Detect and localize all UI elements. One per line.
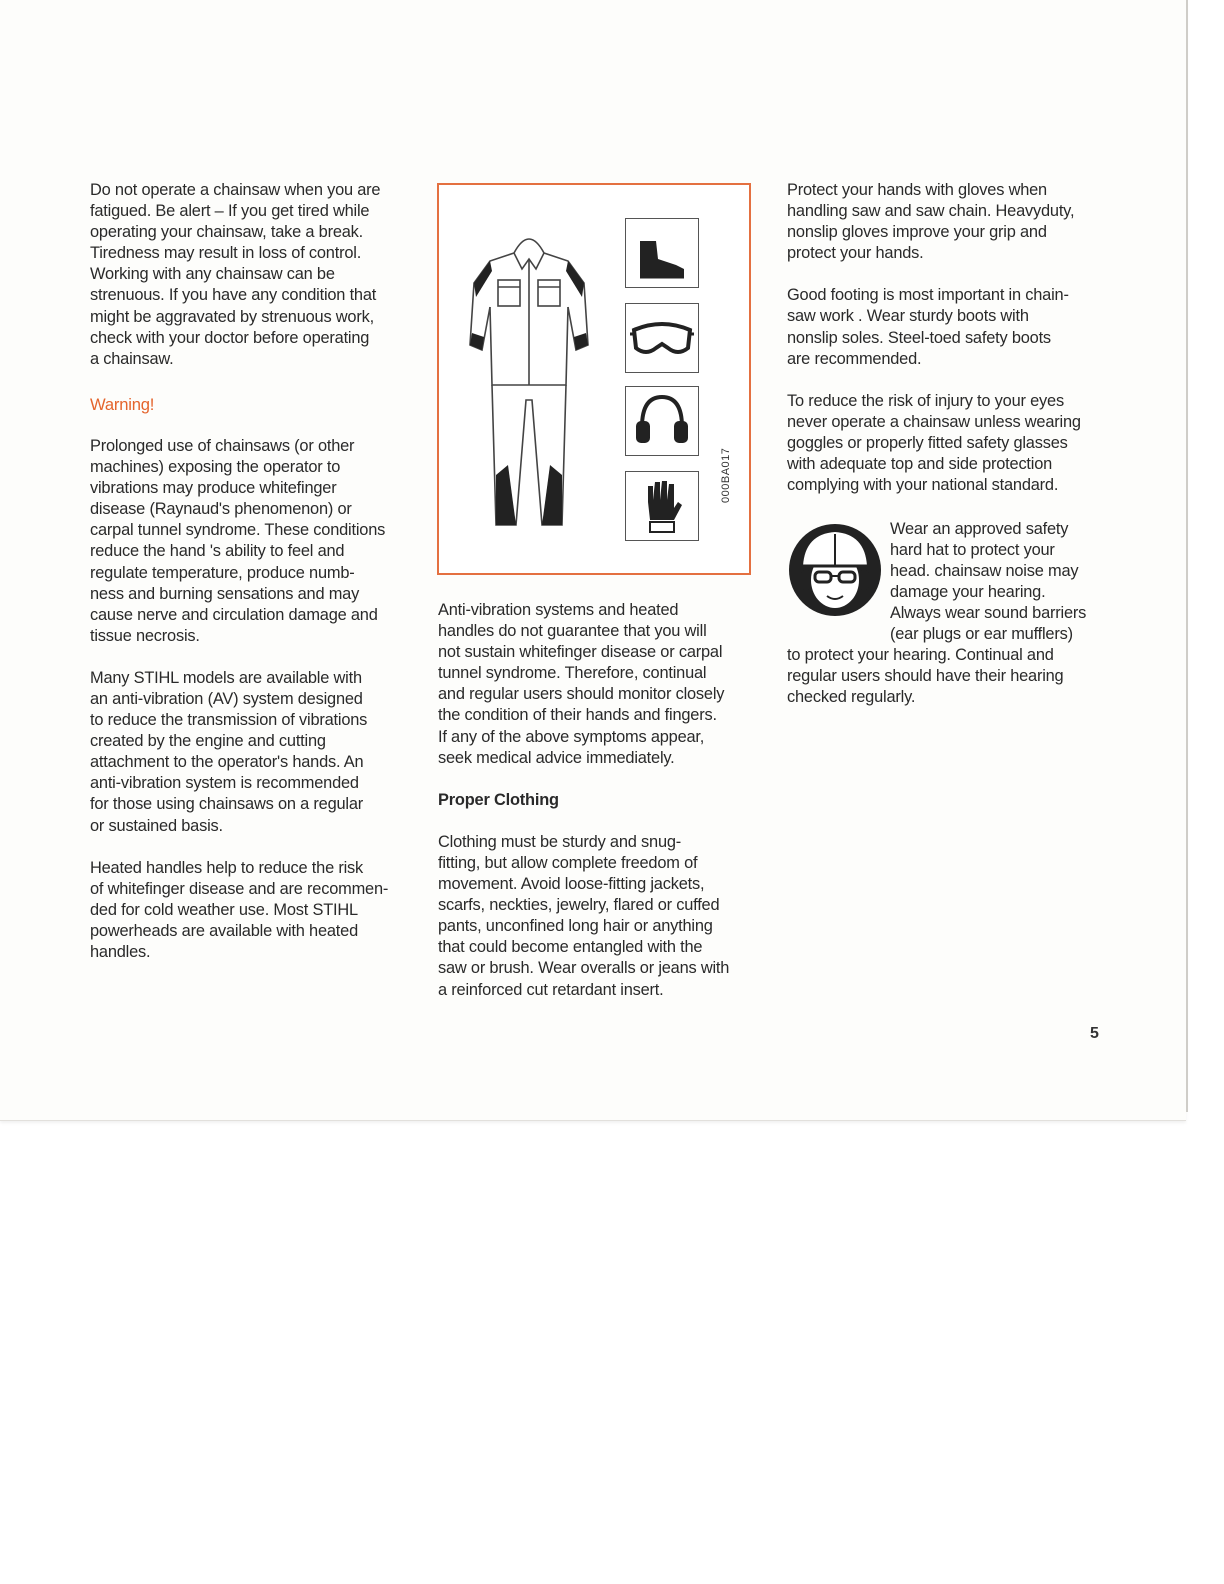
boot-pictogram bbox=[625, 218, 699, 288]
ear-muffs-pictogram bbox=[625, 386, 699, 456]
page-number: 5 bbox=[1090, 1025, 1099, 1042]
warning-paragraph: Prolonged use of chainsaws (or other machines) exposing the operator to vibrations may produce whitefinger disease (Raynaud's phenomenon) or carpal tunnel syndrome. These conditions reduce the hand 's ability to feel and regulate temperature, produce numb- ness and burning sensations and may cause nerve and circulation damage and tissue necrosis. bbox=[90, 436, 386, 645]
ear-muffs-icon bbox=[626, 387, 698, 453]
av-system-paragraph: Many STIHL models are available with an anti-vibration (AV) system designed to reduce the transmission of vibrations created by the engine and cutting attachment to the operator's hands. An anti-vibration system is recommended for those using chainsaws on a regular or sustained basis. bbox=[90, 668, 368, 835]
footing-paragraph: Good footing is most important in chain- saw work . Wear sturdy boots with nonslip soles. Steel-toed safety boots are recommended. bbox=[787, 286, 1069, 368]
column-right bbox=[787, 180, 1107, 517]
goggles-icon bbox=[626, 304, 698, 370]
eye-protection-paragraph: To reduce the risk of injury to your eyes never operate a chainsaw unless wearing goggles or properly fitted safety glasses with adequate top and side protection complying with your national standard. bbox=[787, 391, 1081, 495]
coverall-icon bbox=[462, 225, 596, 530]
clothing-paragraph: Clothing must be sturdy and snug- fitting, but allow complete freedom of movement. Avoid loose-fitting jackets, scarfs, neckties, jewelry, flared or cuffed pants, unconfined long hair or anything that could become entangled with the saw or brush. Wear overalls or jeans with a reinforced cut retardant insert. bbox=[438, 832, 730, 999]
boot-icon bbox=[626, 219, 698, 285]
hearing-paragraph: to protect your hearing. Continual and regular users should have their hearing checked regularly. bbox=[787, 646, 1064, 707]
column-middle bbox=[438, 600, 768, 1022]
fatigue-paragraph: Do not operate a chainsaw when you are fatigued. Be alert – If you get tired while operating your chainsaw, take a break. Tiredness may result in loss of control. Working with any chainsaw can be strenuous. If you have any condition that might be aggravated by strenuous work, check with your doctor before operating a chainsaw. bbox=[90, 181, 381, 368]
page-edge bbox=[1186, 0, 1188, 1112]
column-left bbox=[90, 180, 410, 984]
figure-code: 000BA017 bbox=[720, 447, 732, 503]
warning-title: Warning! bbox=[90, 394, 155, 414]
goggles-pictogram bbox=[625, 303, 699, 373]
heated-handles-paragraph: Heated handles help to reduce the risk of whitefinger disease and are recommen- ded for cold weather use. Most STIHL powerheads are available with heated handles. bbox=[90, 858, 389, 961]
hard-hat-paragraph: Wear an approved safety hard hat to protect your head. chainsaw noise may damage your hearing. Always wear sound barriers (ear plugs or ear mufflers) bbox=[890, 520, 1087, 644]
glove-icon bbox=[626, 472, 698, 538]
gloves-paragraph: Protect your hands with gloves when handling saw and saw chain. Heavyduty, nonslip gloves improve your grip and protect your hands. bbox=[787, 181, 1075, 263]
hard-hat-icon bbox=[787, 522, 883, 618]
glove-pictogram bbox=[625, 471, 699, 541]
anti-vibration-paragraph: Anti-vibration systems and heated handles do not guarantee that you will not sustain whitefinger disease or carpal tunnel syndrome. Therefore, continual and regular users should monitor closely the condition of their hands and fingers. If any of the above symptoms appear, seek medical advice immediately. bbox=[438, 601, 725, 767]
proper-clothing-heading: Proper Clothing bbox=[438, 790, 559, 809]
